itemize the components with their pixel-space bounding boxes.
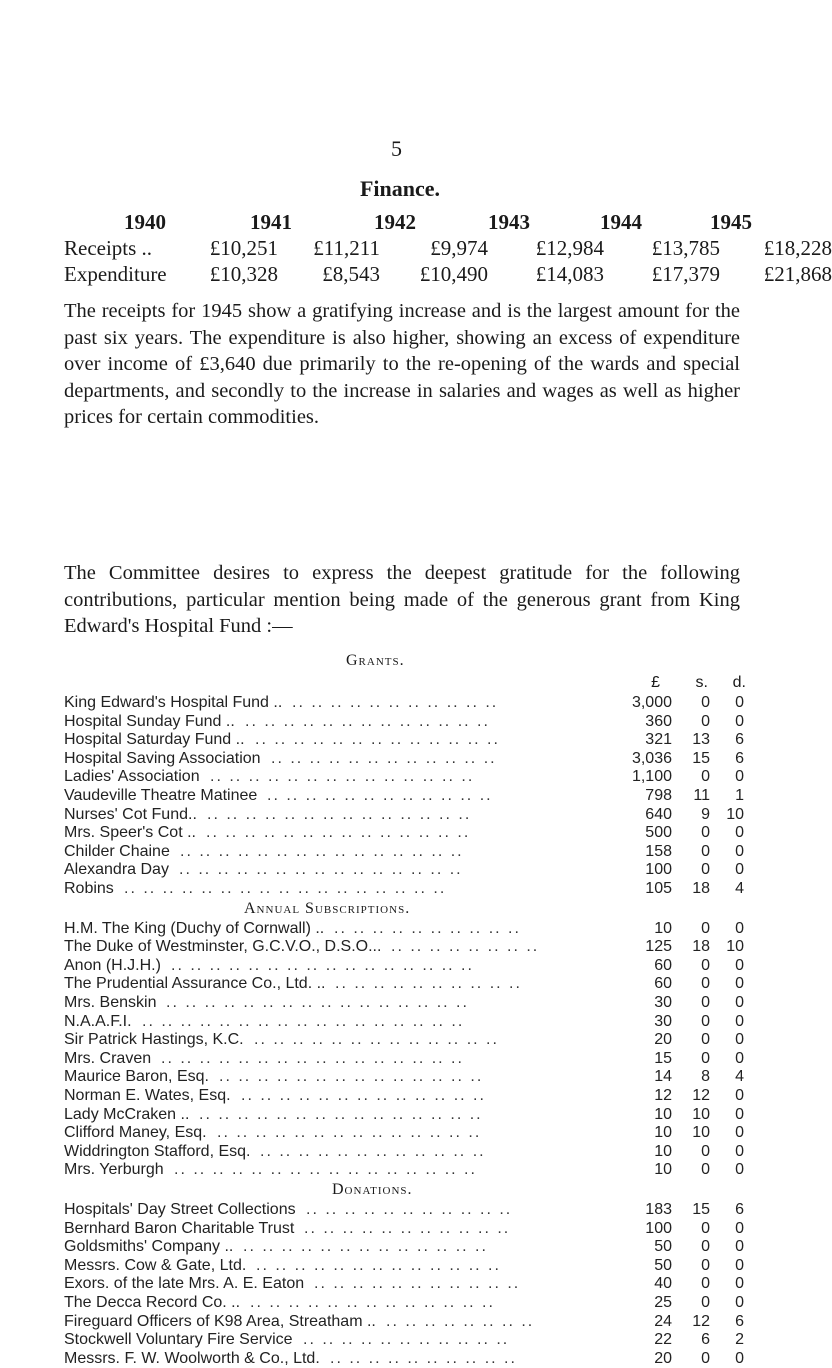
amount-pence: 0	[735, 919, 744, 937]
amount-shillings: 6	[701, 1331, 710, 1349]
section-heading-grants: Grants.	[346, 652, 405, 669]
year-1940: 1940	[124, 210, 166, 234]
list-item	[64, 694, 754, 713]
currency-units-header	[64, 674, 754, 694]
amount-pence: 0	[735, 694, 744, 711]
amount-shillings: 0	[701, 768, 710, 786]
amount-pounds: 360	[645, 712, 672, 730]
amount-shillings: 0	[701, 842, 710, 860]
amount-pence: 0	[735, 824, 744, 842]
amount-shillings: 15	[692, 749, 710, 767]
amount-shillings: 0	[701, 694, 710, 711]
amount-shillings: 0	[701, 1256, 710, 1274]
list-item	[64, 843, 754, 862]
amount-pounds: 125	[645, 938, 672, 956]
amount-pence: 0	[735, 1293, 744, 1311]
amount-pounds: 3,036	[631, 749, 672, 767]
leader-dots: .. .. .. .. .. .. .. .. .. .. .. .. ..	[243, 1238, 488, 1256]
leader-dots: .. .. .. .. .. .. .. .. .. .. .. .. .. .. .. ..	[161, 1049, 464, 1067]
amount-pence: 0	[735, 1161, 744, 1179]
amount-pence: 0	[735, 1349, 744, 1367]
amount-pounds: 10	[654, 1161, 672, 1179]
amount-shillings: 0	[701, 1238, 710, 1256]
amount-pence: 0	[735, 1275, 744, 1293]
leader-dots: .. .. .. .. .. .. .. .. .. .. .. .. .. .. .. ..	[166, 993, 469, 1011]
amount-pounds: 30	[654, 1012, 672, 1030]
unit-shillings: s.	[695, 674, 708, 691]
amount-pence: 0	[735, 993, 744, 1011]
list-item	[64, 1257, 754, 1276]
list-item	[64, 768, 754, 787]
entry-name: Alexandra Day	[64, 861, 169, 879]
amount-pence: 0	[735, 1049, 744, 1067]
leader-dots: .. .. .. .. .. .. .. .. .. .. .. .. .. ..	[219, 1068, 484, 1086]
amount-shillings: 0	[701, 1275, 710, 1293]
amount-pence: 0	[735, 1256, 744, 1274]
list-item	[64, 1161, 754, 1180]
entry-name: Mrs. Speer's Cot ..	[64, 824, 196, 842]
unit-pence: d.	[732, 674, 746, 691]
leader-dots: .. .. .. .. .. .. .. .. .. .. .. .. .. .. .. ..	[174, 1161, 477, 1179]
amount-shillings: 13	[692, 731, 710, 749]
amount-shillings: 0	[701, 1293, 710, 1311]
leader-dots: .. .. .. .. .. .. .. .. .. .. .. .. .. .. .. .. ..	[142, 1012, 465, 1030]
finance-cell: £10,328	[209, 262, 278, 286]
amount-pounds: 158	[645, 842, 672, 860]
entry-name: Robins	[64, 879, 114, 897]
leader-dots: .. .. .. .. .. .. .. .. .. ..	[335, 975, 522, 993]
entry-name: Maurice Baron, Esq.	[64, 1068, 209, 1086]
list-item	[64, 1106, 754, 1125]
grants-list	[64, 694, 754, 899]
entry-name: Bernhard Baron Charitable Trust	[64, 1219, 295, 1237]
amount-shillings: 0	[701, 1031, 710, 1049]
leader-dots: .. .. .. .. .. .. .. .. .. .. ..	[306, 1201, 513, 1218]
paragraph-finance-summary: The receipts for 1945 show a gratifying increase and is the largest amount for the past six years. The expenditure is also higher, showing an excess of expenditure over income of £3,640 due primarily to the re-opening of the wards and special departments, and secondly to the increase in salaries and wages as well as higher prices for certain commodities.	[64, 300, 740, 428]
list-item	[64, 1220, 754, 1239]
year-1945: 1945	[710, 210, 752, 234]
list-item	[64, 713, 754, 732]
entry-name: Fireguard Officers of K98 Area, Streatham ..	[64, 1312, 376, 1330]
amount-shillings: 8	[701, 1068, 710, 1086]
list-item	[64, 1143, 754, 1162]
year-1943: 1943	[488, 210, 530, 234]
amount-shillings: 0	[701, 993, 710, 1011]
entry-name: Anon (H.J.H.)	[64, 956, 161, 974]
finance-cell: £13,785	[651, 236, 720, 260]
entry-name: Childer Chaine	[64, 842, 170, 860]
amount-shillings: 0	[701, 861, 710, 879]
list-item	[64, 787, 754, 806]
amount-shillings: 0	[701, 1219, 710, 1237]
amount-pounds: 20	[654, 1349, 672, 1367]
amount-pence: 10	[726, 805, 744, 823]
finance-cell: £11,211	[313, 236, 380, 260]
amount-shillings: 0	[701, 919, 710, 937]
list-item	[64, 731, 754, 750]
finance-cell: £21,868	[763, 262, 832, 286]
amount-pounds: 50	[654, 1256, 672, 1274]
list-item	[64, 938, 754, 957]
amount-pence: 0	[735, 768, 744, 786]
leader-dots: .. .. .. .. .. .. .. .. .. .. .. ..	[271, 749, 497, 767]
entry-name: Messrs. Cow & Gate, Ltd.	[64, 1256, 247, 1274]
leader-dots: .. .. .. .. .. .. .. .. .. ..	[330, 1349, 517, 1367]
amount-shillings: 0	[701, 1012, 710, 1030]
amount-shillings: 11	[693, 786, 710, 804]
leader-dots: .. .. .. .. .. .. .. .. .. .. .. .. .. .. ..	[199, 1105, 483, 1123]
entry-name: Hospital Saving Association	[64, 749, 261, 767]
list-item	[64, 920, 754, 939]
entry-name: Mrs. Yerburgh	[64, 1161, 164, 1179]
leader-dots: .. .. .. .. .. .. .. .. .. .. .. .. ..	[254, 1031, 499, 1049]
list-item	[64, 1275, 754, 1294]
finance-cell: £10,251	[209, 236, 278, 260]
finance-row-label: Expenditure	[64, 262, 167, 286]
amount-shillings: 0	[701, 956, 710, 974]
amount-pence: 4	[735, 1068, 744, 1086]
amount-shillings: 0	[701, 975, 710, 993]
entry-name: Norman E. Wates, Esq.	[64, 1086, 231, 1104]
leader-dots: .. .. .. .. .. .. .. .. .. ..	[334, 919, 521, 937]
amount-pounds: 640	[645, 805, 672, 823]
list-item	[64, 1013, 754, 1032]
leader-dots: .. .. .. .. .. .. .. .. .. .. ..	[292, 694, 499, 711]
list-item	[64, 750, 754, 769]
amount-shillings: 0	[701, 1049, 710, 1067]
list-item	[64, 1201, 754, 1220]
amount-pence: 6	[735, 1201, 744, 1218]
entry-name: Mrs. Craven	[64, 1049, 152, 1067]
amount-pounds: 40	[654, 1275, 672, 1293]
amount-pence: 4	[735, 879, 744, 897]
amount-shillings: 0	[701, 712, 710, 730]
amount-pounds: 60	[654, 975, 672, 993]
entry-name: N.A.A.F.I.	[64, 1012, 132, 1030]
leader-dots: .. .. .. .. .. .. .. ..	[386, 1312, 535, 1330]
leader-dots: .. .. .. .. .. .. .. .. .. .. .. .. .. .. ..	[179, 861, 463, 879]
finance-cell: £12,984	[535, 236, 604, 260]
leader-dots: .. .. .. .. .. .. .. .. .. .. ..	[314, 1275, 521, 1293]
leader-dots: .. .. .. .. .. .. .. ..	[391, 938, 540, 956]
list-item	[64, 861, 754, 880]
entry-name: Ladies' Association	[64, 768, 200, 786]
leader-dots: .. .. .. .. .. .. .. .. .. .. .. .. .. ..	[206, 824, 471, 842]
list-item	[64, 1087, 754, 1106]
amount-pence: 0	[735, 1142, 744, 1160]
amount-pounds: 20	[654, 1031, 672, 1049]
amount-pounds: 22	[654, 1331, 672, 1349]
finance-cell: £8,543	[322, 262, 380, 286]
entry-name: H.M. The King (Duchy of Cornwall) ..	[64, 919, 325, 937]
list-item	[64, 1068, 754, 1087]
amount-pence: 0	[735, 1012, 744, 1030]
list-item	[64, 994, 754, 1013]
amount-pence: 0	[735, 956, 744, 974]
amount-pence: 0	[735, 842, 744, 860]
amount-pence: 0	[735, 1086, 744, 1104]
subscriptions-list	[64, 920, 754, 1180]
list-item	[64, 1238, 754, 1257]
page-number: 5	[391, 136, 402, 161]
entry-name: Hospital Saturday Fund ..	[64, 731, 245, 749]
amount-pence: 6	[735, 749, 744, 767]
list-item	[64, 1124, 754, 1143]
amount-pounds: 10	[654, 1105, 672, 1123]
amount-pence: 2	[735, 1331, 744, 1349]
entry-name: The Decca Record Co. ..	[64, 1293, 241, 1311]
leader-dots: .. .. .. .. .. .. .. .. .. .. .. ..	[260, 1142, 486, 1160]
amount-shillings: 9	[701, 805, 710, 823]
entry-name: Clifford Maney, Esq.	[64, 1124, 207, 1142]
leader-dots: .. .. .. .. .. .. .. .. .. .. .. .. .. .. .. ..	[171, 956, 474, 974]
list-item	[64, 1031, 754, 1050]
amount-pence: 0	[735, 1219, 744, 1237]
leader-dots: .. .. .. .. .. .. .. .. .. .. .. ..	[267, 786, 493, 804]
entry-name: Exors. of the late Mrs. A. E. Eaton	[64, 1275, 305, 1293]
leader-dots: .. .. .. .. .. .. .. .. .. .. ..	[304, 1219, 511, 1237]
year-1941: 1941	[250, 210, 292, 234]
leader-dots: .. .. .. .. .. .. .. .. .. .. .. .. .. ..	[207, 805, 472, 823]
amount-shillings: 10	[692, 1124, 710, 1142]
leader-dots: .. .. .. .. .. .. .. .. .. .. .. .. ..	[250, 1293, 495, 1311]
amount-shillings: 12	[692, 1086, 710, 1104]
amount-pence: 0	[735, 1238, 744, 1256]
entry-name: Hospital Sunday Fund ..	[64, 712, 235, 730]
entry-name: King Edward's Hospital Fund ..	[64, 694, 283, 711]
amount-pounds: 183	[645, 1201, 672, 1218]
finance-cell: £14,083	[535, 262, 604, 286]
amount-shillings: 10	[692, 1105, 710, 1123]
amount-pounds: 14	[654, 1068, 672, 1086]
amount-pounds: 500	[645, 824, 672, 842]
donations-list	[64, 1201, 754, 1368]
list-item	[64, 880, 754, 899]
amount-pounds: 25	[654, 1293, 672, 1311]
entry-name: Messrs. F. W. Woolworth & Co., Ltd.	[64, 1349, 320, 1367]
amount-pounds: 50	[654, 1238, 672, 1256]
list-item	[64, 1331, 754, 1350]
list-item	[64, 975, 754, 994]
amount-shillings: 0	[701, 1142, 710, 1160]
entry-name: Goldsmiths' Company ..	[64, 1238, 234, 1256]
paragraph-gratitude: The Committee desires to express the deepest gratitude for the following contributions, particular mention being made of the generous grant from King Edward's Hospital Fund :—	[64, 562, 740, 637]
amount-pence: 0	[735, 1124, 744, 1142]
amount-pounds: 30	[654, 993, 672, 1011]
amount-pence: 10	[726, 938, 744, 956]
leader-dots: .. .. .. .. .. .. .. .. .. .. .. .. .. ..	[210, 768, 475, 786]
list-item	[64, 1050, 754, 1069]
amount-pounds: 12	[654, 1086, 672, 1104]
leader-dots: .. .. .. .. .. .. .. .. .. .. ..	[303, 1331, 510, 1349]
leader-dots: .. .. .. .. .. .. .. .. .. .. .. .. .. ..	[217, 1124, 482, 1142]
entry-name: Sir Patrick Hastings, K.C.	[64, 1031, 244, 1049]
amount-pence: 6	[735, 731, 744, 749]
list-item	[64, 957, 754, 976]
entry-name: The Duke of Westminster, G.C.V.O., D.S.O...	[64, 938, 382, 956]
leader-dots: .. .. .. .. .. .. .. .. .. .. .. .. ..	[241, 1086, 486, 1104]
amount-pence: 0	[735, 712, 744, 730]
entry-name: Hospitals' Day Street Collections	[64, 1201, 296, 1218]
amount-shillings: 0	[701, 824, 710, 842]
leader-dots: .. .. .. .. .. .. .. .. .. .. .. .. .. .. ..	[180, 842, 464, 860]
entry-name: Nurses' Cot Fund..	[64, 805, 197, 823]
finance-cell: £18,228	[763, 236, 832, 260]
amount-pounds: 10	[654, 1142, 672, 1160]
list-item	[64, 1294, 754, 1313]
amount-pence: 6	[735, 1312, 744, 1330]
amount-pounds: 100	[645, 861, 672, 879]
amount-shillings: 0	[701, 1161, 710, 1179]
amount-shillings: 18	[692, 879, 710, 897]
list-item	[64, 1313, 754, 1332]
entry-name: The Prudential Assurance Co., Ltd. ..	[64, 975, 326, 993]
amount-pence: 0	[735, 975, 744, 993]
amount-pence: 0	[735, 1105, 744, 1123]
section-heading-annual-subscriptions: Annual Subscriptions.	[244, 899, 411, 917]
finance-cell: £17,379	[651, 262, 720, 286]
amount-shillings: 0	[701, 1349, 710, 1367]
amount-pounds: 798	[645, 786, 672, 804]
page-title: Finance.	[359, 176, 441, 201]
amount-pounds: 105	[645, 879, 672, 897]
finance-cell: £9,974	[430, 236, 488, 260]
amount-pounds: 10	[654, 1124, 672, 1142]
finance-cell: £10,490	[419, 262, 488, 286]
year-1944: 1944	[600, 210, 642, 234]
amount-pounds: 24	[654, 1312, 672, 1330]
amount-pounds: 15	[654, 1049, 672, 1067]
amount-pounds: 100	[645, 1219, 672, 1237]
amount-pounds: 60	[654, 956, 672, 974]
amount-shillings: 15	[692, 1201, 710, 1218]
section-heading-donations: Donations.	[332, 1181, 413, 1198]
amount-shillings: 12	[692, 1312, 710, 1330]
entry-name: Stockwell Voluntary Fire Service	[64, 1331, 293, 1349]
leader-dots: .. .. .. .. .. .. .. .. .. .. .. .. .. .. .. .. ..	[124, 879, 447, 897]
entry-name: Vaudeville Theatre Matinee	[64, 786, 258, 804]
amount-pence: 0	[735, 861, 744, 879]
finance-row-label: Receipts ..	[64, 236, 153, 260]
entry-name: Widdrington Stafford, Esq.	[64, 1142, 251, 1160]
amount-pence: 0	[735, 1031, 744, 1049]
leader-dots: .. .. .. .. .. .. .. .. .. .. .. .. ..	[256, 1256, 501, 1274]
list-item	[64, 824, 754, 843]
leader-dots: .. .. .. .. .. .. .. .. .. .. .. .. ..	[245, 712, 490, 730]
amount-pounds: 3,000	[631, 694, 672, 711]
list-item	[64, 1350, 754, 1368]
amount-pounds: 10	[654, 919, 672, 937]
amount-pounds: 1,100	[631, 768, 672, 786]
leader-dots: .. .. .. .. .. .. .. .. .. .. .. .. ..	[255, 731, 500, 749]
year-1942: 1942	[374, 210, 416, 234]
list-item	[64, 806, 754, 825]
entry-name: Lady McCraken ..	[64, 1105, 190, 1123]
unit-pounds: £	[651, 674, 660, 691]
entry-name: Mrs. Benskin	[64, 993, 157, 1011]
amount-pence: 1	[735, 786, 744, 804]
amount-shillings: 18	[692, 938, 710, 956]
amount-pounds: 321	[645, 731, 672, 749]
